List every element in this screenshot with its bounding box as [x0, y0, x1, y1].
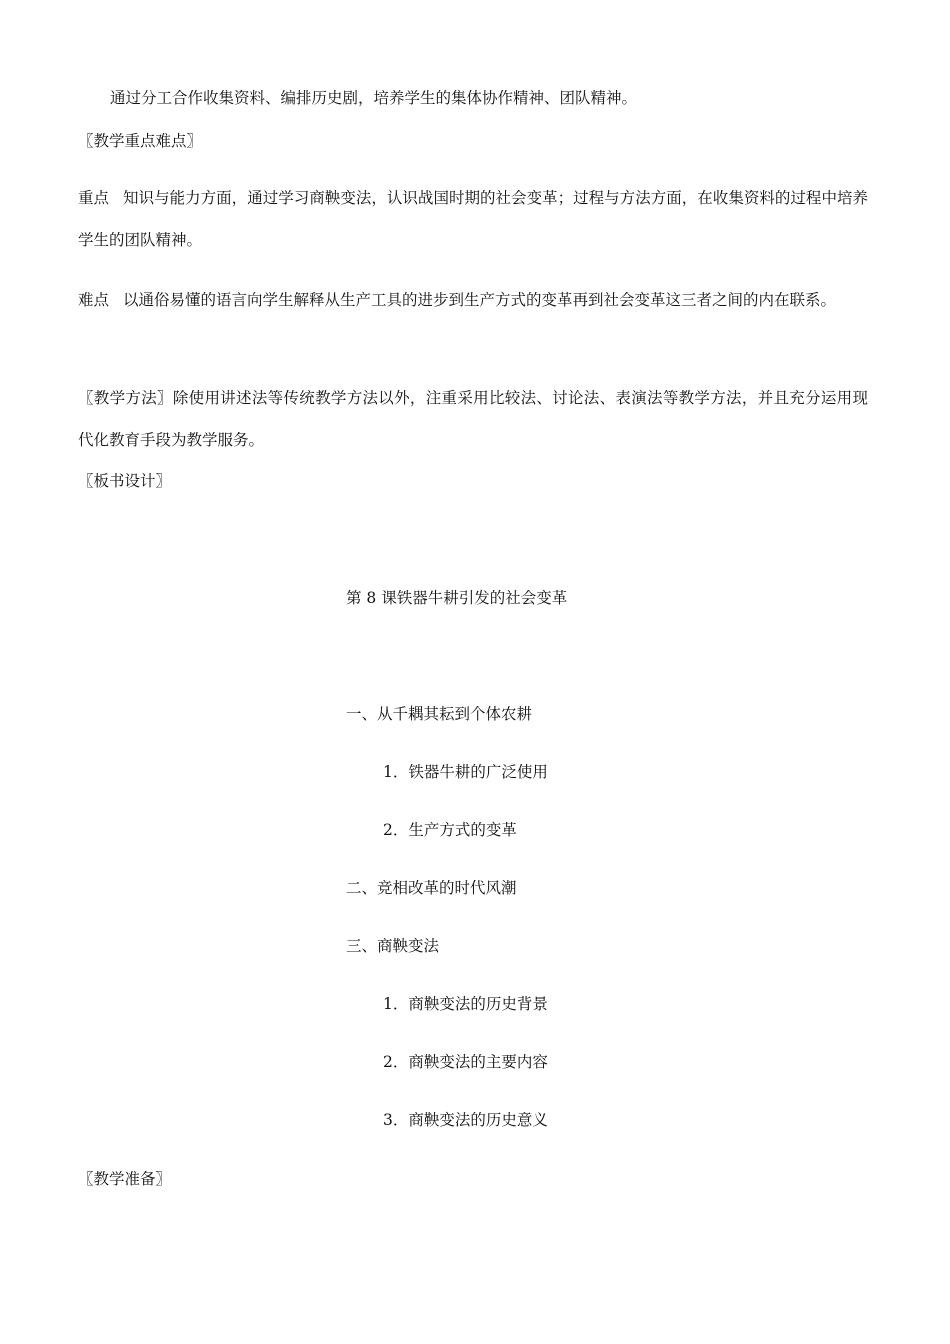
difficult-point-paragraph: [78, 279, 868, 321]
teaching-prep-heading: 〖教学准备〗: [78, 1170, 172, 1188]
teaching-method-paragraph: 〖教学方法〗除使用讲述法等传统教学方法以外，注重采用比较法、讨论法、表演法等教学方法，并且充分运用现代化教育手段为教学服务。: [78, 389, 868, 449]
outline-item: 1．铁器牛耕的广泛使用: [383, 763, 548, 781]
outline-item: 一、从千耦其耘到个体农耕: [346, 705, 533, 723]
key-points-heading: 〖教学重点难点〗: [78, 132, 203, 150]
difficult-point-label: 难点: [78, 291, 110, 309]
outline-item: 1．商鞅变法的历史背景: [383, 995, 548, 1013]
board-design-heading: 〖板书设计〗: [78, 472, 172, 490]
outline-item: 三、商鞅变法: [346, 937, 440, 955]
key-point-text: 知识与能力方面，通过学习商鞅变法，认识战国时期的社会变革；过程与方法方面，在收集资料的过程中培养学生的团队精神。: [78, 189, 868, 249]
difficult-point-text: 以通俗易懂的语言向学生解释从生产工具的进步到生产方式的变革再到社会变革这三者之间的内在联系。: [123, 291, 837, 309]
outline-item: 2．生产方式的变革: [383, 821, 517, 839]
board-title: 第 8 课铁器牛耕引发的社会变革: [346, 589, 568, 607]
goal-line: 通过分工合作收集资料、编排历史剧，培养学生的集体协作精神、团队精神。: [110, 89, 638, 107]
outline-item: 二、竞相改革的时代风潮: [346, 879, 517, 897]
key-point-label: 重点: [78, 189, 110, 207]
outline-item: 3．商鞅变法的历史意义: [383, 1111, 548, 1129]
key-point-paragraph: [78, 177, 868, 261]
outline-item: 2．商鞅变法的主要内容: [383, 1053, 548, 1071]
